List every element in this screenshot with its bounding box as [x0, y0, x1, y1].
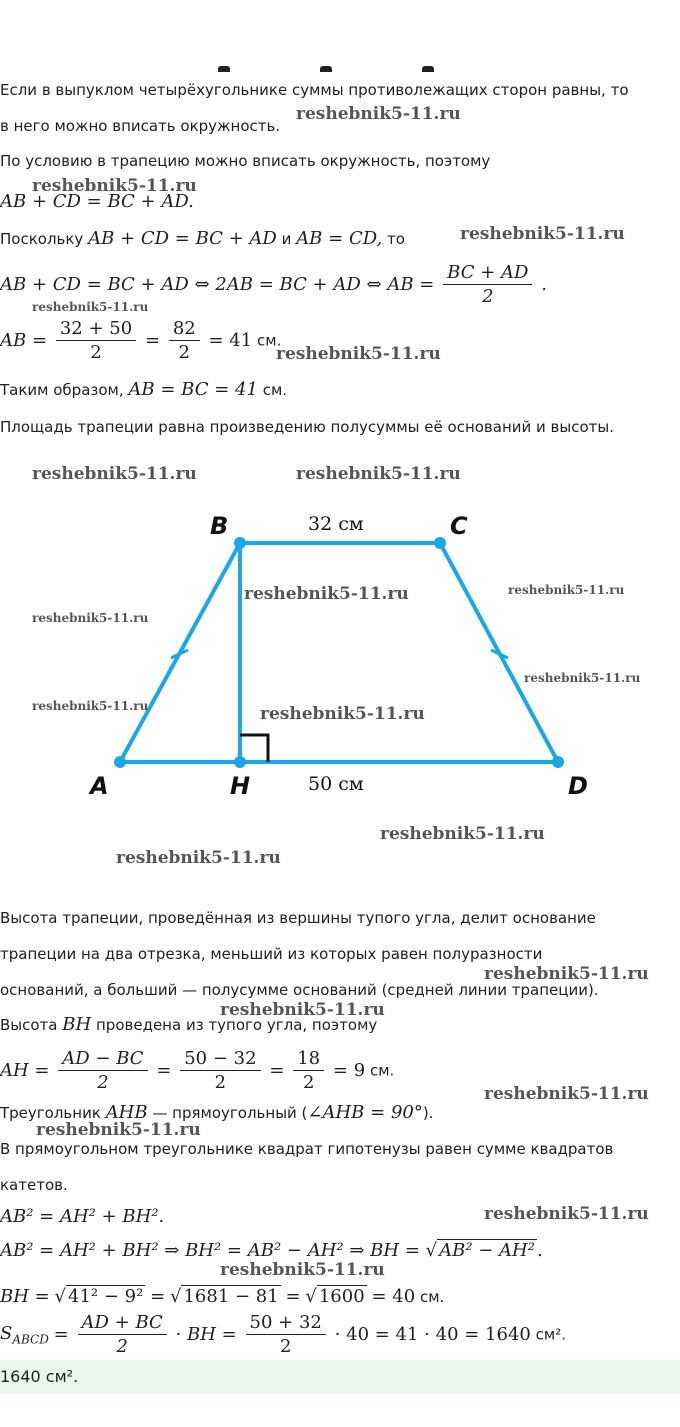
unit: см.	[369, 1061, 395, 1080]
numerator: 32 + 50	[56, 318, 136, 341]
point-b	[234, 537, 246, 549]
watermark: reshebnik5-11.ru	[32, 300, 149, 314]
label-h: H	[230, 772, 251, 800]
text-line: в него можно вписать окружность.	[0, 117, 281, 135]
formula: = 9	[332, 1060, 366, 1081]
text-line	[0, 380, 287, 400]
formula: AB =	[0, 330, 48, 351]
watermark: reshebnik5-11.ru	[484, 964, 649, 984]
text: Таким образом,	[0, 381, 124, 399]
fraction	[58, 1048, 147, 1093]
formula: AB = BC = 41	[128, 379, 258, 400]
watermark: reshebnik5-11.ru	[460, 224, 625, 244]
text: Треугольник	[0, 1104, 101, 1122]
watermark: reshebnik5-11.ru	[220, 1260, 385, 1280]
formula: ∠AHB = 90°	[307, 1102, 423, 1123]
top-base-length: 32 см	[308, 513, 364, 535]
formula: AB + CD = BC + AD ⇔ 2AB = BC + AD ⇔ AB =	[0, 274, 435, 295]
point-c	[434, 537, 446, 549]
text: то	[387, 230, 405, 248]
unit: см.	[262, 381, 288, 399]
bottom-base-length: 50 см	[308, 773, 364, 795]
formula: AB² = AH² + BH² ⇒ BH² = AB² − AH² ⇒ BH =	[0, 1240, 420, 1261]
watermark: reshebnik5-11.ru	[244, 584, 409, 604]
watermark: reshebnik5-11.ru	[296, 104, 461, 124]
watermark: reshebnik5-11.ru	[32, 176, 197, 196]
text: — прямоугольный (	[152, 1104, 308, 1122]
numerator: 50 + 32	[246, 1312, 326, 1335]
formula-row: BH = √ 41² − 9² = √ 1681 − 81 = √ 1600 = 40 см.	[0, 1286, 445, 1307]
fraction	[169, 318, 200, 363]
formula: · 40 = 41 · 40 = 1640	[334, 1324, 531, 1345]
numerator: 18	[293, 1048, 324, 1071]
formula-row	[0, 1312, 566, 1358]
point-h	[234, 756, 246, 768]
label-c: C	[450, 512, 468, 540]
trapezoid-figure	[0, 490, 680, 810]
formula: · BH =	[175, 1324, 237, 1345]
unit: см.	[257, 331, 282, 350]
point-a	[114, 756, 126, 768]
unit: см.	[419, 1288, 445, 1306]
formula: AB + CD = BC + AD.	[0, 191, 194, 212]
denominator: 2	[482, 286, 494, 307]
watermark: reshebnik5-11.ru	[380, 824, 545, 844]
fraction	[56, 318, 136, 363]
watermark: reshebnik5-11.ru	[36, 1120, 201, 1140]
watermark: reshebnik5-11.ru	[116, 848, 281, 868]
watermark: reshebnik5-11.ru	[32, 699, 149, 713]
cut-heading	[218, 62, 524, 72]
formula-row	[0, 1048, 394, 1093]
text: Поскольку	[0, 230, 84, 248]
watermark: reshebnik5-11.ru	[484, 1204, 649, 1224]
watermark: reshebnik5-11.ru	[260, 704, 425, 724]
text-line: оснований, а больший — полусумме оснований (средней линии трапеции).	[0, 981, 599, 999]
label-b: B	[210, 512, 229, 540]
numerator: 50 − 32	[180, 1048, 260, 1071]
fraction	[443, 262, 532, 307]
formula: AB = CD,	[296, 228, 383, 249]
formula: AH =	[0, 1060, 50, 1081]
text: и	[281, 230, 292, 248]
point-d	[552, 756, 564, 768]
denominator: 2	[302, 1072, 315, 1093]
denominator: 2	[97, 1072, 109, 1093]
watermark: reshebnik5-11.ru	[32, 464, 197, 484]
unit: см².	[535, 1325, 566, 1344]
text: ).	[422, 1104, 434, 1122]
text: Высота	[0, 1016, 58, 1034]
formula: AB² = AH² + BH².	[0, 1206, 165, 1227]
formula: = 40	[371, 1286, 416, 1307]
watermark: reshebnik5-11.ru	[32, 611, 149, 625]
formula: AB + CD = BC + AD	[88, 228, 277, 249]
root: 1681 − 81	[183, 1286, 279, 1307]
fraction	[246, 1312, 326, 1357]
denominator: 2	[90, 342, 102, 363]
watermark: reshebnik5-11.ru	[296, 464, 461, 484]
formula: $S_{ABCD}$	[0, 1322, 49, 1347]
numerator: BC + AD	[443, 262, 532, 285]
formula: AHB	[105, 1102, 148, 1123]
fraction	[180, 1048, 260, 1093]
denominator: 2	[214, 1072, 227, 1093]
text-line: катетов.	[0, 1176, 68, 1194]
numerator: 82	[169, 318, 200, 341]
formula: =	[269, 1060, 285, 1081]
denominator: 2	[178, 342, 190, 363]
text-line: Высота трапеции, проведённая из вершины тупого угла, делит основание	[0, 909, 596, 927]
denominator: 2	[116, 1336, 128, 1357]
formula: BH =	[0, 1286, 50, 1307]
root: AB² − AH²	[439, 1240, 535, 1261]
formula: =	[285, 1286, 301, 1307]
formula-row: AB² = AH² + BH² ⇒ BH² = AB² − AH² ⇒ BH = √ AB² − AH² .	[0, 1240, 543, 1261]
formula-row	[0, 318, 281, 363]
formula: =	[144, 330, 161, 351]
formula: =	[156, 1060, 172, 1081]
formula: =	[150, 1286, 166, 1307]
label-a: A	[90, 772, 109, 800]
denominator: 2	[279, 1336, 292, 1357]
fraction	[78, 1312, 167, 1357]
text-line: В прямоугольном треугольнике квадрат гипотенузы равен сумме квадратов	[0, 1140, 614, 1158]
text-line: По условию в трапецию можно вписать окружность, поэтому	[0, 152, 491, 170]
formula: =	[53, 1324, 69, 1345]
formula: = 41	[208, 330, 253, 351]
numerator: AD + BC	[78, 1312, 167, 1335]
root: 1600	[318, 1286, 365, 1307]
formula: BH	[62, 1014, 92, 1035]
root: 41² − 9²	[68, 1286, 144, 1307]
text: проведена из тупого угла, поэтому	[96, 1016, 378, 1034]
text-line: трапеции на два отрезка, меньший из которых равен полуразности	[0, 945, 543, 963]
text-line: Площадь трапеции равна произведению полусуммы её оснований и высоты.	[0, 418, 615, 436]
fraction	[293, 1048, 324, 1093]
answer-box	[0, 1360, 680, 1394]
text-line: Если в выпуклом четырёхугольнике суммы противолежащих сторон равны, то	[0, 81, 629, 99]
watermark: reshebnik5-11.ru	[220, 1000, 385, 1020]
formula: .	[536, 1240, 543, 1261]
watermark: reshebnik5-11.ru	[484, 1084, 649, 1104]
answer: 1640 см².	[0, 1367, 79, 1386]
text-line	[0, 229, 405, 249]
label-d: D	[568, 772, 588, 800]
watermark: reshebnik5-11.ru	[524, 671, 641, 685]
formula: .	[541, 274, 547, 295]
watermark: reshebnik5-11.ru	[276, 344, 441, 364]
watermark: reshebnik5-11.ru	[508, 583, 625, 597]
numerator: AD − BC	[58, 1048, 147, 1071]
